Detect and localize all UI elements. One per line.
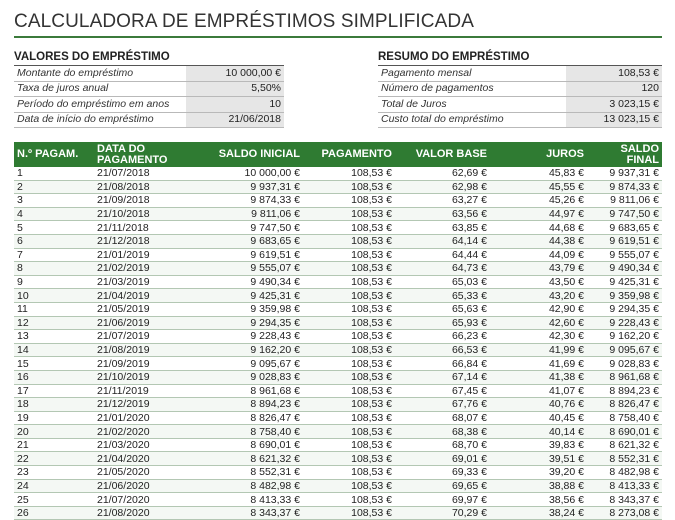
closing-balance-cell: 9 619,51 € xyxy=(587,234,662,248)
table-row xyxy=(14,302,662,316)
table-row xyxy=(14,452,662,466)
opening-balance-cell: 8 758,40 € xyxy=(184,425,303,439)
loan-values-row xyxy=(14,112,284,128)
payment-date-cell: 21/08/2019 xyxy=(94,343,184,357)
opening-balance-cell: 9 937,31 € xyxy=(184,180,303,194)
table-row xyxy=(14,384,662,398)
opening-balance-cell: 8 413,33 € xyxy=(184,493,303,507)
payment-date-cell: 21/03/2020 xyxy=(94,438,184,452)
payment-number-cell: 5 xyxy=(14,221,94,235)
payment-cell: 108,53 € xyxy=(303,466,395,480)
payment-date-cell: 21/09/2019 xyxy=(94,357,184,371)
payment-number-cell: 6 xyxy=(14,234,94,248)
closing-balance-cell: 9 937,31 € xyxy=(587,167,662,180)
payment-number-cell: 24 xyxy=(14,479,94,493)
opening-balance-cell: 8 961,68 € xyxy=(184,384,303,398)
loan-summary-row xyxy=(378,97,662,113)
payment-cell: 108,53 € xyxy=(303,330,395,344)
table-row xyxy=(14,234,662,248)
interest-rate-label: Taxa de juros anual xyxy=(14,81,186,97)
payment-cell: 108,53 € xyxy=(303,248,395,262)
interest-cell: 43,50 € xyxy=(490,275,587,289)
payment-number-cell: 11 xyxy=(14,302,94,316)
interest-cell: 38,88 € xyxy=(490,479,587,493)
principal-cell: 70,29 € xyxy=(395,506,490,520)
interest-cell: 40,45 € xyxy=(490,411,587,425)
opening-balance-cell: 8 482,98 € xyxy=(184,479,303,493)
opening-balance-cell: 9 162,20 € xyxy=(184,343,303,357)
payment-cell: 108,53 € xyxy=(303,262,395,276)
opening-balance-cell: 9 811,06 € xyxy=(184,207,303,221)
opening-balance-cell: 9 228,43 € xyxy=(184,330,303,344)
payment-cell: 108,53 € xyxy=(303,180,395,194)
payment-cell: 108,53 € xyxy=(303,289,395,303)
interest-cell: 41,99 € xyxy=(490,343,587,357)
interest-cell: 44,97 € xyxy=(490,207,587,221)
interest-cell: 40,76 € xyxy=(490,398,587,412)
payment-date-cell: 21/10/2019 xyxy=(94,370,184,384)
opening-balance-cell: 8 621,32 € xyxy=(184,452,303,466)
payment-date-cell: 21/07/2018 xyxy=(94,167,184,180)
table-row xyxy=(14,248,662,262)
payment-date-cell: 21/12/2019 xyxy=(94,398,184,412)
opening-balance-cell: 8 343,37 € xyxy=(184,506,303,520)
payment-date-cell: 21/11/2018 xyxy=(94,221,184,235)
payment-date-cell: 21/07/2019 xyxy=(94,330,184,344)
loan-summary-row xyxy=(378,112,662,128)
payment-cell: 108,53 € xyxy=(303,167,395,180)
payment-number-cell: 16 xyxy=(14,370,94,384)
table-row xyxy=(14,289,662,303)
col-header-payment[interactable]: PAGAMENTO xyxy=(303,142,395,167)
loan-period-input[interactable]: 10 xyxy=(186,97,284,113)
principal-cell: 62,69 € xyxy=(395,167,490,180)
principal-cell: 64,44 € xyxy=(395,248,490,262)
table-row xyxy=(14,167,662,180)
principal-cell: 63,27 € xyxy=(395,194,490,208)
payment-date-cell: 21/02/2019 xyxy=(94,262,184,276)
closing-balance-cell: 8 758,40 € xyxy=(587,411,662,425)
payment-number-cell: 4 xyxy=(14,207,94,221)
interest-cell: 43,79 € xyxy=(490,262,587,276)
closing-balance-cell: 9 811,06 € xyxy=(587,194,662,208)
loan-amount-label: Montante do empréstimo xyxy=(14,66,186,81)
principal-cell: 68,38 € xyxy=(395,425,490,439)
table-row xyxy=(14,357,662,371)
closing-balance-cell: 9 228,43 € xyxy=(587,316,662,330)
payment-date-cell: 21/06/2020 xyxy=(94,479,184,493)
payment-number-cell: 13 xyxy=(14,330,94,344)
interest-cell: 39,51 € xyxy=(490,452,587,466)
closing-balance-cell: 8 894,23 € xyxy=(587,384,662,398)
opening-balance-cell: 9 425,31 € xyxy=(184,289,303,303)
principal-cell: 69,97 € xyxy=(395,493,490,507)
payment-date-cell: 21/08/2020 xyxy=(94,506,184,520)
payment-number-cell: 10 xyxy=(14,289,94,303)
payment-cell: 108,53 € xyxy=(303,425,395,439)
payment-cell: 108,53 € xyxy=(303,302,395,316)
start-date-input[interactable]: 21/06/2018 xyxy=(186,112,284,128)
payment-date-cell: 21/05/2019 xyxy=(94,302,184,316)
principal-cell: 67,14 € xyxy=(395,370,490,384)
loan-amount-input[interactable]: 10 000,00 € xyxy=(186,66,284,81)
interest-cell: 45,55 € xyxy=(490,180,587,194)
closing-balance-cell: 9 162,20 € xyxy=(587,330,662,344)
interest-cell: 44,68 € xyxy=(490,221,587,235)
table-row xyxy=(14,370,662,384)
payment-number-cell: 20 xyxy=(14,425,94,439)
payment-date-cell: 21/02/2020 xyxy=(94,425,184,439)
principal-cell: 65,03 € xyxy=(395,275,490,289)
table-row xyxy=(14,316,662,330)
principal-cell: 66,53 € xyxy=(395,343,490,357)
opening-balance-cell: 8 826,47 € xyxy=(184,411,303,425)
interest-cell: 43,20 € xyxy=(490,289,587,303)
payment-number-cell: 26 xyxy=(14,506,94,520)
loan-values-table xyxy=(14,66,284,128)
col-header-opening-balance[interactable]: SALDO INICIAL xyxy=(184,142,303,167)
opening-balance-cell: 9 359,98 € xyxy=(184,302,303,316)
interest-cell: 38,56 € xyxy=(490,493,587,507)
payment-number-cell: 25 xyxy=(14,493,94,507)
num-payments-label: Número de pagamentos xyxy=(378,81,566,97)
principal-cell: 69,65 € xyxy=(395,479,490,493)
payment-cell: 108,53 € xyxy=(303,275,395,289)
closing-balance-cell: 8 273,08 € xyxy=(587,506,662,520)
interest-cell: 38,24 € xyxy=(490,506,587,520)
payment-number-cell: 23 xyxy=(14,466,94,480)
payment-date-cell: 21/10/2018 xyxy=(94,207,184,221)
payment-cell: 108,53 € xyxy=(303,506,395,520)
payment-number-cell: 8 xyxy=(14,262,94,276)
closing-balance-cell: 8 552,31 € xyxy=(587,452,662,466)
interest-cell: 41,38 € xyxy=(490,370,587,384)
payment-number-cell: 2 xyxy=(14,180,94,194)
closing-balance-cell: 8 826,47 € xyxy=(587,398,662,412)
opening-balance-cell: 8 894,23 € xyxy=(184,398,303,412)
closing-balance-cell: 9 683,65 € xyxy=(587,221,662,235)
payment-cell: 108,53 € xyxy=(303,207,395,221)
loan-values-heading: VALORES DO EMPRÉSTIMO xyxy=(14,51,170,63)
payment-date-cell: 21/01/2020 xyxy=(94,411,184,425)
total-cost-value: 13 023,15 € xyxy=(566,112,662,128)
interest-cell: 44,38 € xyxy=(490,234,587,248)
page-title: CALCULADORA DE EMPRÉSTIMOS SIMPLIFICADA xyxy=(14,11,474,32)
closing-balance-cell: 8 482,98 € xyxy=(587,466,662,480)
table-row xyxy=(14,194,662,208)
interest-cell: 45,83 € xyxy=(490,167,587,180)
principal-cell: 65,93 € xyxy=(395,316,490,330)
payment-date-cell: 21/07/2020 xyxy=(94,493,184,507)
total-cost-label: Custo total do empréstimo xyxy=(378,112,566,128)
table-row xyxy=(14,330,662,344)
principal-cell: 62,98 € xyxy=(395,180,490,194)
opening-balance-cell: 9 028,83 € xyxy=(184,370,303,384)
table-row xyxy=(14,207,662,221)
payment-cell: 108,53 € xyxy=(303,384,395,398)
payment-cell: 108,53 € xyxy=(303,357,395,371)
interest-cell: 39,20 € xyxy=(490,466,587,480)
interest-cell: 42,60 € xyxy=(490,316,587,330)
payment-number-cell: 1 xyxy=(14,167,94,180)
schedule-body xyxy=(14,167,662,520)
schedule-header-row xyxy=(14,142,662,167)
payment-date-cell: 21/09/2018 xyxy=(94,194,184,208)
payment-cell: 108,53 € xyxy=(303,493,395,507)
opening-balance-cell: 10 000,00 € xyxy=(184,167,303,180)
opening-balance-cell: 9 555,07 € xyxy=(184,262,303,276)
col-header-interest[interactable]: JUROS xyxy=(490,142,587,167)
opening-balance-cell: 9 683,65 € xyxy=(184,234,303,248)
closing-balance-cell: 8 961,68 € xyxy=(587,370,662,384)
table-row xyxy=(14,411,662,425)
payment-date-cell: 21/05/2020 xyxy=(94,466,184,480)
payment-cell: 108,53 € xyxy=(303,194,395,208)
principal-cell: 69,33 € xyxy=(395,466,490,480)
monthly-payment-value: 108,53 € xyxy=(566,66,662,81)
payment-number-cell: 15 xyxy=(14,357,94,371)
opening-balance-cell: 9 095,67 € xyxy=(184,357,303,371)
opening-balance-cell: 9 874,33 € xyxy=(184,194,303,208)
loan-summary-heading: RESUMO DO EMPRÉSTIMO xyxy=(378,51,530,63)
loan-summary-row xyxy=(378,66,662,81)
payment-schedule-table xyxy=(14,142,662,520)
loan-values-row xyxy=(14,97,284,113)
interest-cell: 41,69 € xyxy=(490,357,587,371)
payment-date-cell: 21/01/2019 xyxy=(94,248,184,262)
col-header-payment-date[interactable]: DATA DO PAGAMENTO xyxy=(94,142,184,167)
opening-balance-cell: 9 490,34 € xyxy=(184,275,303,289)
col-header-closing-balance[interactable]: SALDO FINAL xyxy=(587,142,662,167)
interest-cell: 41,07 € xyxy=(490,384,587,398)
loan-values-row xyxy=(14,81,284,97)
payment-cell: 108,53 € xyxy=(303,411,395,425)
closing-balance-cell: 9 490,34 € xyxy=(587,262,662,276)
payment-number-cell: 7 xyxy=(14,248,94,262)
total-interest-label: Total de Juros xyxy=(378,97,566,113)
principal-cell: 65,63 € xyxy=(395,302,490,316)
interest-rate-input[interactable]: 5,50% xyxy=(186,81,284,97)
table-row xyxy=(14,479,662,493)
payment-number-cell: 9 xyxy=(14,275,94,289)
payment-date-cell: 21/08/2018 xyxy=(94,180,184,194)
principal-cell: 66,23 € xyxy=(395,330,490,344)
closing-balance-cell: 8 690,01 € xyxy=(587,425,662,439)
principal-cell: 64,14 € xyxy=(395,234,490,248)
payment-number-cell: 19 xyxy=(14,411,94,425)
closing-balance-cell: 9 555,07 € xyxy=(587,248,662,262)
interest-cell: 42,30 € xyxy=(490,330,587,344)
payment-number-cell: 3 xyxy=(14,194,94,208)
closing-balance-cell: 9 874,33 € xyxy=(587,180,662,194)
loan-summary-table xyxy=(378,66,662,128)
principal-cell: 64,73 € xyxy=(395,262,490,276)
payment-cell: 108,53 € xyxy=(303,479,395,493)
principal-cell: 63,85 € xyxy=(395,221,490,235)
table-row xyxy=(14,466,662,480)
payment-cell: 108,53 € xyxy=(303,343,395,357)
loan-values-row xyxy=(14,66,284,81)
payment-number-cell: 22 xyxy=(14,452,94,466)
start-date-label: Data de início do empréstimo xyxy=(14,112,186,128)
table-row xyxy=(14,493,662,507)
payment-cell: 108,53 € xyxy=(303,452,395,466)
loan-period-label: Período do empréstimo em anos xyxy=(14,97,186,113)
closing-balance-cell: 9 747,50 € xyxy=(587,207,662,221)
table-row xyxy=(14,438,662,452)
principal-cell: 67,76 € xyxy=(395,398,490,412)
payment-number-cell: 12 xyxy=(14,316,94,330)
payment-date-cell: 21/12/2018 xyxy=(94,234,184,248)
interest-cell: 42,90 € xyxy=(490,302,587,316)
interest-cell: 44,09 € xyxy=(490,248,587,262)
payment-date-cell: 21/04/2019 xyxy=(94,289,184,303)
payment-cell: 108,53 € xyxy=(303,221,395,235)
monthly-payment-label: Pagamento mensal xyxy=(378,66,566,81)
table-row xyxy=(14,275,662,289)
payment-cell: 108,53 € xyxy=(303,316,395,330)
table-row xyxy=(14,425,662,439)
col-header-principal[interactable]: VALOR BASE xyxy=(395,142,490,167)
opening-balance-cell: 9 619,51 € xyxy=(184,248,303,262)
payment-number-cell: 18 xyxy=(14,398,94,412)
title-divider xyxy=(14,36,662,38)
closing-balance-cell: 8 621,32 € xyxy=(587,438,662,452)
opening-balance-cell: 8 690,01 € xyxy=(184,438,303,452)
principal-cell: 67,45 € xyxy=(395,384,490,398)
closing-balance-cell: 9 359,98 € xyxy=(587,289,662,303)
interest-cell: 40,14 € xyxy=(490,425,587,439)
col-header-payment-number[interactable]: N.º PAGAM. xyxy=(14,142,94,167)
table-row xyxy=(14,262,662,276)
total-interest-value: 3 023,15 € xyxy=(566,97,662,113)
closing-balance-cell: 8 413,33 € xyxy=(587,479,662,493)
payment-cell: 108,53 € xyxy=(303,234,395,248)
payment-number-cell: 17 xyxy=(14,384,94,398)
num-payments-value: 120 xyxy=(566,81,662,97)
payment-cell: 108,53 € xyxy=(303,438,395,452)
table-row xyxy=(14,343,662,357)
table-row xyxy=(14,398,662,412)
closing-balance-cell: 9 294,35 € xyxy=(587,302,662,316)
payment-date-cell: 21/11/2019 xyxy=(94,384,184,398)
payment-cell: 108,53 € xyxy=(303,398,395,412)
payment-number-cell: 14 xyxy=(14,343,94,357)
closing-balance-cell: 8 343,37 € xyxy=(587,493,662,507)
opening-balance-cell: 8 552,31 € xyxy=(184,466,303,480)
table-row xyxy=(14,506,662,520)
principal-cell: 69,01 € xyxy=(395,452,490,466)
loan-summary-row xyxy=(378,81,662,97)
opening-balance-cell: 9 294,35 € xyxy=(184,316,303,330)
closing-balance-cell: 9 028,83 € xyxy=(587,357,662,371)
payment-date-cell: 21/03/2019 xyxy=(94,275,184,289)
closing-balance-cell: 9 425,31 € xyxy=(587,275,662,289)
interest-cell: 39,83 € xyxy=(490,438,587,452)
closing-balance-cell: 9 095,67 € xyxy=(587,343,662,357)
payment-date-cell: 21/06/2019 xyxy=(94,316,184,330)
principal-cell: 66,84 € xyxy=(395,357,490,371)
table-row xyxy=(14,180,662,194)
principal-cell: 68,70 € xyxy=(395,438,490,452)
principal-cell: 63,56 € xyxy=(395,207,490,221)
payment-number-cell: 21 xyxy=(14,438,94,452)
table-row xyxy=(14,221,662,235)
principal-cell: 65,33 € xyxy=(395,289,490,303)
principal-cell: 68,07 € xyxy=(395,411,490,425)
interest-cell: 45,26 € xyxy=(490,194,587,208)
payment-date-cell: 21/04/2020 xyxy=(94,452,184,466)
payment-cell: 108,53 € xyxy=(303,370,395,384)
opening-balance-cell: 9 747,50 € xyxy=(184,221,303,235)
